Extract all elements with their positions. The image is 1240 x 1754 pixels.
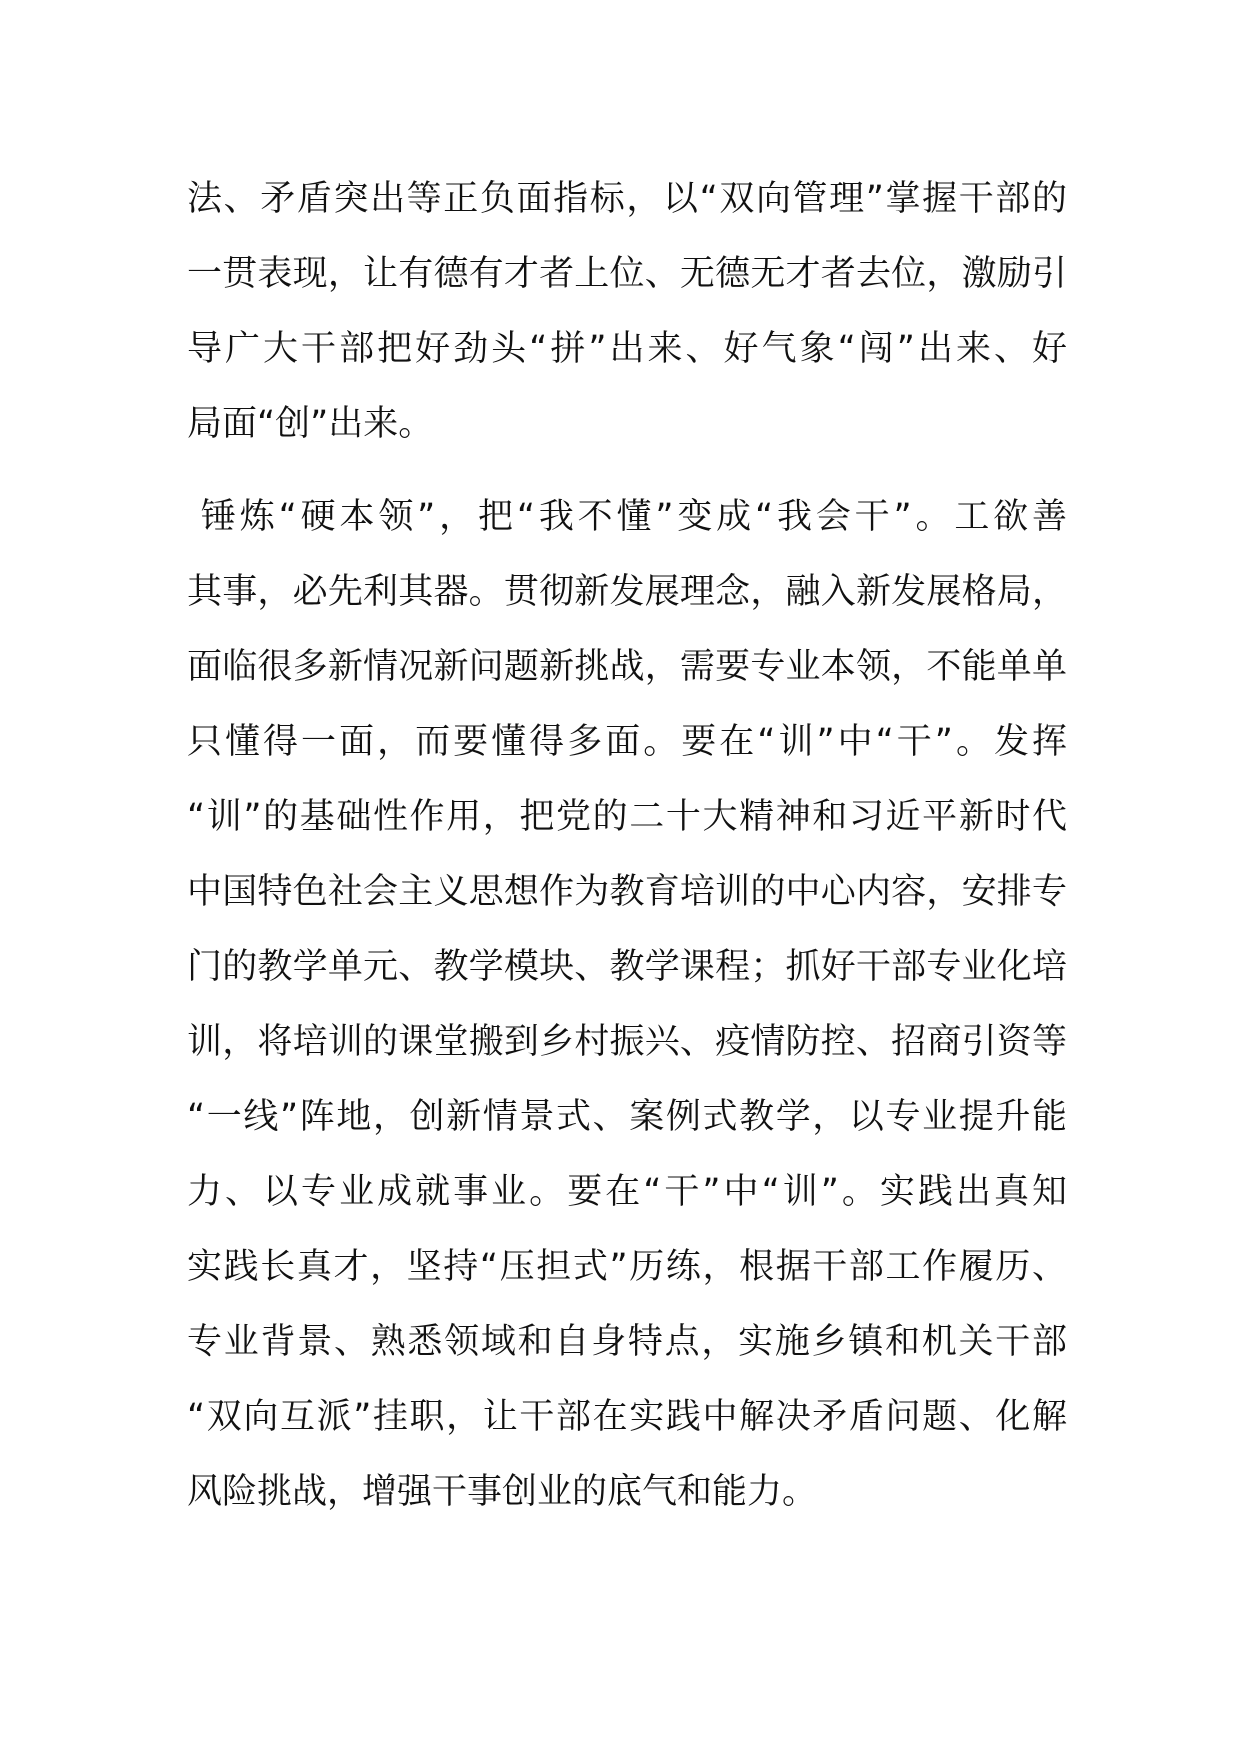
paragraph-line: 训，将培训的课堂搬到乡村振兴、疫情防控、招商引资等: [187, 1022, 1067, 1062]
paragraph-1: [187, 162, 1067, 462]
paragraph-line: 中国特色社会主义思想作为教育培训的中心内容，安排专: [187, 872, 1067, 912]
paragraph-line: “一线”阵地，创新情景式、案例式教学，以专业提升能: [187, 1097, 1067, 1137]
paragraph-line: 门的教学单元、教学模块、教学课程；抓好干部专业化培: [187, 947, 1067, 987]
body-text: [187, 162, 1067, 1530]
paragraph-line: 专业背景、熟悉领域和自身特点，实施乡镇和机关干部: [187, 1322, 1067, 1362]
paragraph-line: “双向互派”挂职，让干部在实践中解决矛盾问题、化解: [187, 1397, 1067, 1437]
paragraph-line: 风险挑战，增强干事创业的底气和能力。: [187, 1472, 818, 1512]
paragraph-line: 实践长真才，坚持“压担式”历练，根据干部工作履历、: [187, 1247, 1067, 1287]
paragraph-line: 面临很多新情况新问题新挑战，需要专业本领，不能单单: [187, 647, 1067, 687]
paragraph-spacer: [187, 462, 1067, 480]
paragraph-line: “训”的基础性作用，把党的二十大精神和习近平新时代: [187, 797, 1067, 837]
paragraph-line: 局面“创”出来。: [187, 404, 434, 444]
paragraph-line: 锤炼“硬本领”，把“我不懂”变成“我会干”。工欲善: [201, 497, 1067, 537]
paragraph-line: 只懂得一面，而要懂得多面。要在“训”中“干”。发挥: [187, 722, 1067, 762]
paragraph-line: 法、矛盾突出等正负面指标，以“双向管理”掌握干部的: [187, 179, 1067, 219]
paragraph-2: [187, 480, 1067, 1530]
paragraph-line: 其事，必先利其器。贯彻新发展理念，融入新发展格局，: [187, 572, 1067, 612]
paragraph-line: 一贯表现，让有德有才者上位、无德无才者去位，激励引: [187, 254, 1067, 294]
paragraph-line: 力、以专业成就事业。要在“干”中“训”。实践出真知: [187, 1172, 1067, 1212]
paragraph-line: 导广大干部把好劲头“拼”出来、好气象“闯”出来、好: [187, 329, 1067, 369]
